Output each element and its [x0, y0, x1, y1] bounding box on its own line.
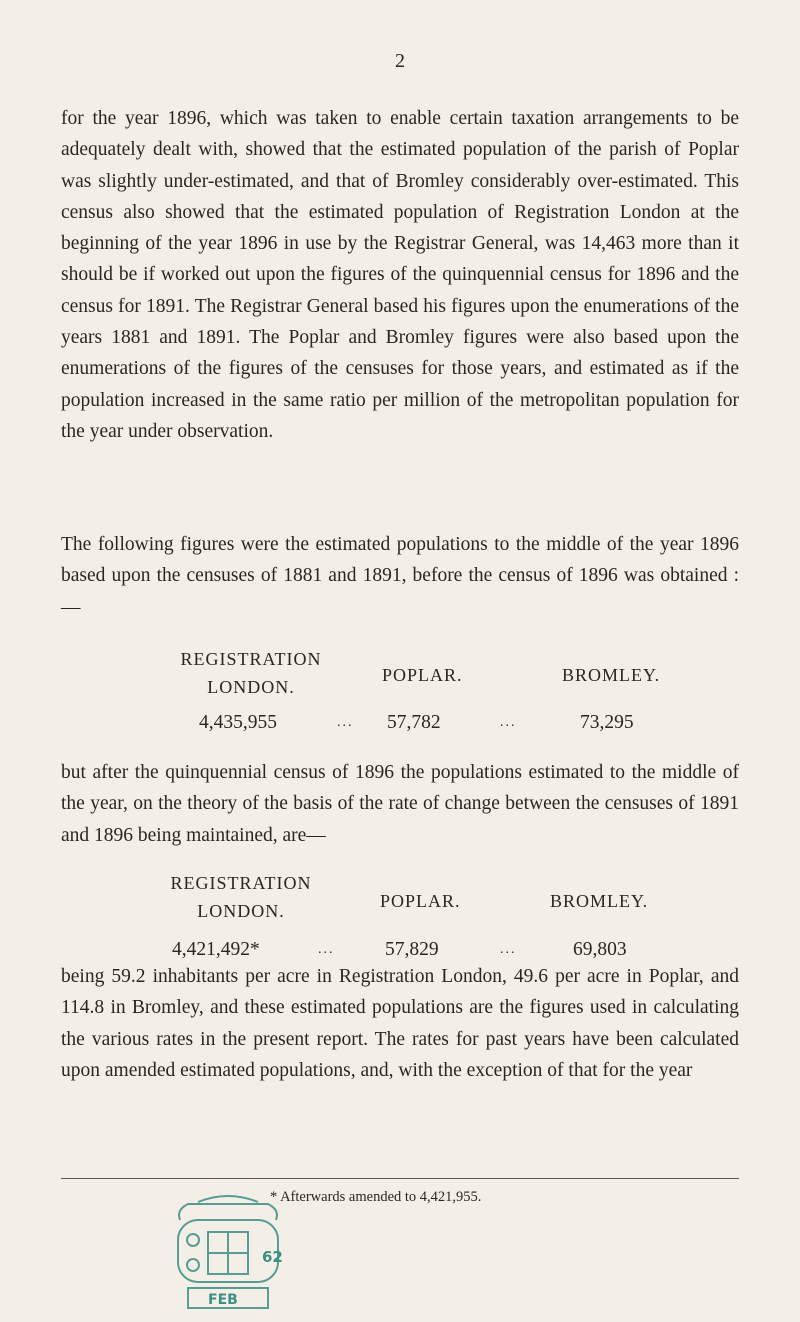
column-header-bromley: BROMLEY.	[562, 665, 661, 685]
paragraph-3: but after the quinquennial census of 1896 the populations estimated to the middle of the year, on the theory of the basis of the rate of change between the censuses of 1891 and 1896 being maintained, are—	[61, 762, 739, 846]
value-registration-london: 4,435,955	[199, 712, 277, 733]
value-registration-london: 4,421,492*	[172, 939, 260, 960]
value-poplar: 57,829	[385, 939, 439, 960]
column-header-registration-london	[166, 869, 316, 925]
paragraph-2: The following figures were the estimated populations to the middle of the year 1896 based upon the censuses of 1881 and 1891, before the census of 1896 was obtained :—	[61, 534, 739, 618]
header-line-london: LONDON.	[207, 677, 295, 697]
header-line-registration: REGISTRATION	[170, 873, 312, 893]
page-number: 2	[395, 50, 405, 72]
footnote: * Afterwards amended to 4,421,955.	[270, 1189, 482, 1205]
leader-dots: ...	[500, 942, 517, 957]
leader-dots: ...	[318, 942, 335, 957]
value-bromley: 73,295	[580, 712, 634, 733]
column-header-registration-london	[176, 645, 326, 701]
footnote-divider	[61, 1178, 739, 1179]
stamp-number: 62	[262, 1248, 283, 1266]
value-bromley: 69,803	[573, 939, 627, 960]
column-header-bromley: BROMLEY.	[550, 891, 649, 911]
stamp-month: FEB	[208, 1292, 238, 1308]
header-line-london: LONDON.	[197, 901, 285, 921]
column-header-poplar: POPLAR.	[380, 891, 461, 911]
leader-dots: ...	[500, 715, 517, 730]
library-stamp-icon	[158, 1190, 298, 1315]
header-line-registration: REGISTRATION	[180, 649, 322, 669]
paragraph-4: being 59.2 inhabitants per acre in Registration London, 49.6 per acre in Poplar, and 114.8 in Bromley, and these estimated populations are the figures used in calculating the various rates in the present report. The rates for past years have been calculated upon amended estimated populations, and, with the exception of that for the year	[61, 966, 739, 1081]
paragraph-1: for the year 1896, which was taken to enable certain taxation arrangements to be adequately dealt with, showed that the estimated population of the parish of Poplar was slightly under-estimated, and that of Bromley considerably over-estimated. This census also showed that the estimated population of Registration London at the beginning of the year 1896 in use by the Registrar General, was 14,463 more than it should be if worked out upon the figures of the quinquennial census for 1896 and the census for 1891. The Registrar General based his figures upon the enumerations of the years 1881 and 1891. The Poplar and Bromley figures were also based upon the enumerations of the figures of the censuses for those years, and estimated as if the population increased in the same ratio per million of the metropolitan population for the year under observation.	[61, 108, 739, 442]
value-poplar: 57,782	[387, 712, 441, 733]
column-header-poplar: POPLAR.	[382, 665, 463, 685]
leader-dots: ...	[337, 715, 354, 730]
